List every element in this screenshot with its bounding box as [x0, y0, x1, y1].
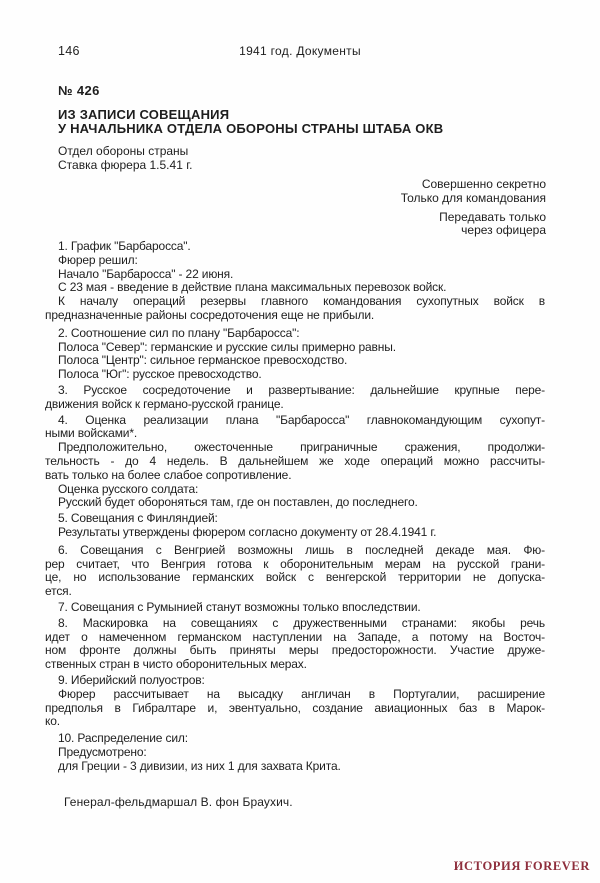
transmission-line-2: через офицера	[461, 223, 546, 238]
body-line: 10. Распределение сил:	[58, 731, 188, 746]
body-line: Предположительно, ожесточенные приграничные сражения, продолжи-	[58, 440, 545, 455]
classification-line-1: Совершенно секретно	[421, 177, 546, 191]
body-line: 3. Русское сосредоточение и развертывание: дальнейшие крупные пере-	[58, 382, 545, 397]
classification-line-2: Только для командования	[400, 190, 546, 205]
watermark-text: ИСТОРИЯ FOREVER	[453, 859, 590, 873]
body-line: рер считает, что Венгрия готова к оборонительным мерам на русской грани-	[45, 556, 545, 571]
origin-line-1: Отдел обороны страны	[58, 144, 189, 158]
page-number: 146	[58, 44, 80, 58]
document-title	[58, 108, 443, 135]
body-line: Начало "Барбаросса" - 22 июня.	[58, 266, 234, 281]
body-line: 4. Оценка реализации плана "Барбаросса" главнокомандующим сухопут-	[58, 412, 545, 427]
body-line: С 23 мая - введение в действие плана максимальных перевозок войск.	[58, 280, 447, 295]
origin-line-2: Ставка фюрера 1.5.41 г.	[58, 157, 193, 172]
body-line: Результаты утверждены фюрером согласно документу от 28.4.1941 г.	[58, 524, 437, 539]
body-line: для Греции - 3 дивизии, из них 1 для захвата Крита.	[58, 758, 341, 773]
body-line: предназначенные районы сосредоточения еще не прибыли.	[45, 307, 375, 322]
body-line: Русский будет обороняться там, где он поставлен, до последнего.	[58, 495, 418, 510]
title-line-1: ИЗ ЗАПИСИ СОВЕЩАНИЯ	[58, 107, 230, 122]
body-line: тельность - до 4 недель. В дальнейшем же ходе операций можно рассчиты-	[45, 453, 545, 468]
body-line: ном фронте должны быть приняты меры предосторожности. Участие друже-	[45, 643, 545, 658]
body-line: идет о намеченном германском наступлении на Западе, а потому на Восточ-	[45, 629, 545, 644]
body-line: вать только на более слабое сопротивление.	[45, 467, 292, 482]
body-line: 5. Совещания с Финляндией:	[58, 511, 218, 526]
body-line: 9. Иберийский полуостров:	[58, 672, 205, 687]
body-line: Полоса "Север": германские и русские силы примерно равны.	[58, 339, 396, 354]
body-line: Оценка русского солдата:	[58, 481, 199, 496]
signature-line: Генерал-фельдмаршал В. фон Браухич.	[64, 795, 293, 809]
body-line: ственных стран в чисто оборонительных мерах.	[45, 657, 307, 672]
body-line: 1. График "Барбаросса".	[58, 239, 191, 253]
body-line: 2. Соотношение сил по плану "Барбаросса":	[58, 325, 300, 340]
classification-block	[401, 178, 546, 238]
body-line: ко.	[45, 714, 60, 729]
body-line: це, но использование германских войск с венгерской территории не допуска-	[45, 570, 545, 585]
body-line: 8. Маскировка на совещаниях с дружественными странами: якобы речь	[58, 615, 545, 630]
body-line: Фюрер решил:	[58, 252, 138, 267]
body-line: ными войсками*.	[45, 426, 138, 441]
transmission-line-1: Передавать только	[439, 209, 546, 224]
title-line-2: У НАЧАЛЬНИКА ОТДЕЛА ОБОРОНЫ СТРАНЫ ШТАБА ОКВ	[58, 120, 444, 136]
running-header: 1941 год. Документы	[239, 44, 361, 58]
body-line: ется.	[45, 584, 72, 599]
body-line: Фюрер рассчитывает на высадку англичан в Португалии, расширение	[58, 686, 545, 701]
body-line: Полоса "Центр": сильное германское превосходство.	[58, 353, 348, 368]
document-body	[45, 240, 545, 773]
body-line: Предусмотрено:	[58, 744, 147, 759]
body-line: 7. Совещания с Румынией станут возможны только впоследствии.	[58, 599, 421, 614]
body-line: движения войск к германо-русской границе.	[45, 396, 284, 411]
body-line: Полоса "Юг": русское превосходство.	[58, 367, 262, 382]
body-line: 6. Совещания с Венгрией возможны лишь в последней декаде мая. Фю-	[58, 542, 545, 557]
document-number: № 426	[58, 83, 100, 98]
document-origin	[58, 145, 192, 172]
body-line: К началу операций резервы главного командования сухопутных войск в	[58, 294, 545, 309]
body-line: предполья в Гибралтаре и, эвентуально, создание авиационных баз в Марок-	[45, 700, 545, 715]
